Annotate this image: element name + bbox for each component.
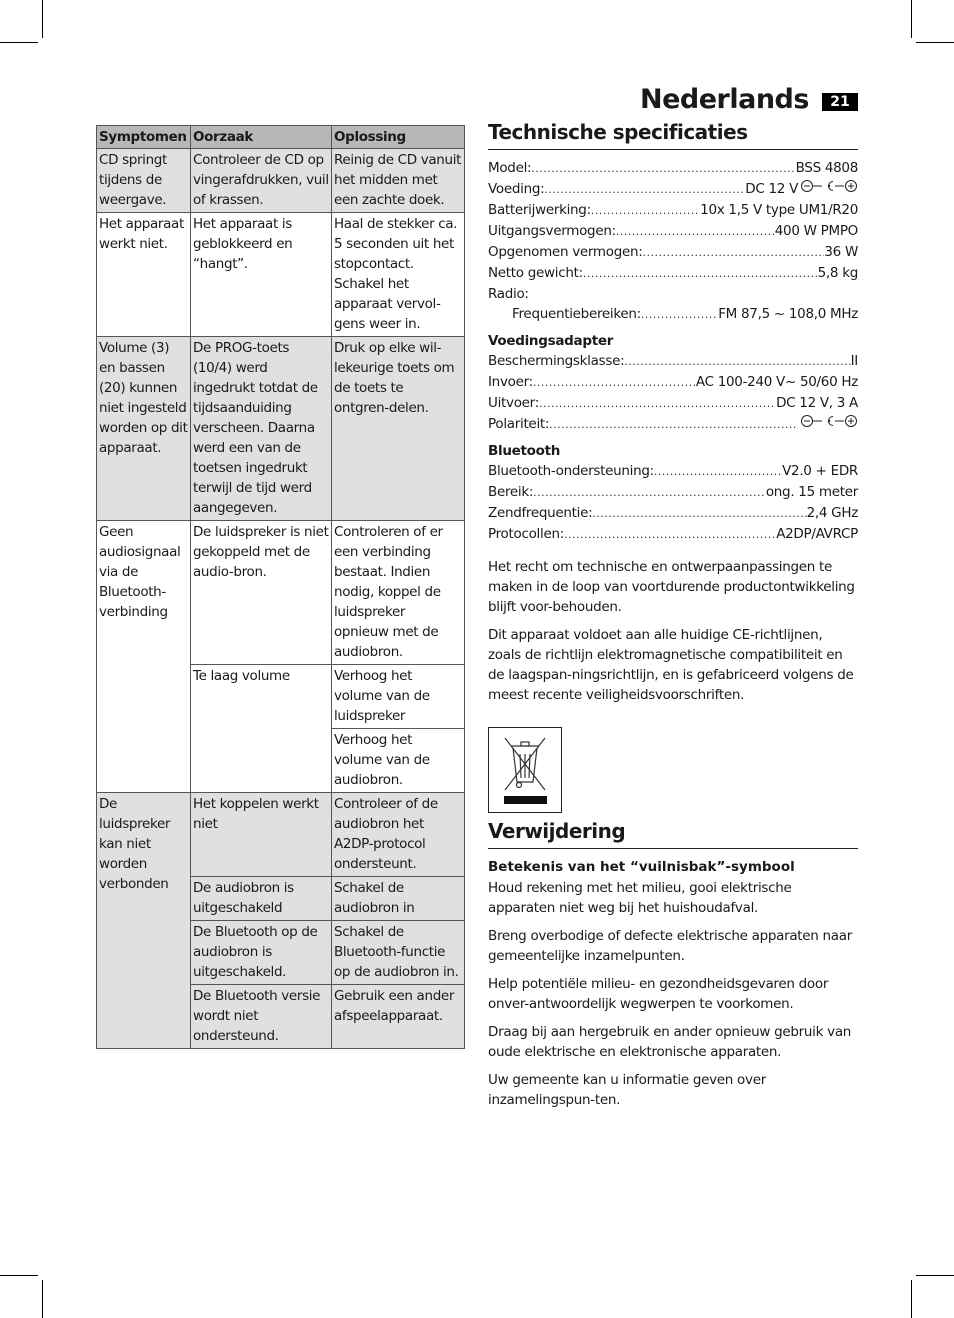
table-row	[97, 793, 465, 877]
spec-value: A2DP/AVRCP	[776, 526, 858, 542]
cause-cell: De Bluetooth op de audiobron is uitgeschakeld.	[191, 921, 332, 985]
crop-mark	[42, 0, 43, 38]
spec-row-output	[488, 393, 858, 414]
spec-row-input	[488, 372, 858, 393]
spec-value: 10x 1,5 V type UM1/R20	[700, 202, 858, 218]
solution-cell: Gebruik een ander afspeelapparaat.	[332, 985, 465, 1049]
disposal-paragraph: Help potentiële milieu- en gezondheidsgevaren door onver-antwoordelijk wegwerpen te voorkomen.	[488, 976, 829, 1012]
disposal-paragraph: Uw gemeente kan u informatie geven over inzamelingspun-ten.	[488, 1072, 766, 1108]
spec-value: V2.0 + EDR	[782, 463, 858, 479]
spec-value: DC 12 V, 3 A	[776, 395, 858, 411]
troubleshooting-table	[96, 125, 465, 1049]
crop-mark	[916, 42, 954, 43]
spec-row-frequency	[488, 304, 858, 325]
bluetooth-heading: Bluetooth	[488, 443, 561, 459]
cause-cell: Het apparaat is geblokkeerd en “hangt”.	[191, 213, 332, 337]
spec-label: Uitgangsvermogen:	[488, 223, 616, 239]
spec-label: Voeding:	[488, 181, 545, 197]
solution-cell: Reinig de CD vanuit het midden met een zachte doek.	[332, 149, 465, 213]
spec-row-model	[488, 158, 858, 179]
polarity-icon	[800, 414, 858, 428]
symptom-cell: CD springt tijdens de weergave.	[97, 149, 191, 213]
spec-label: Beschermingsklasse:	[488, 353, 625, 369]
spec-row-frequency-bt	[488, 503, 858, 524]
spec-label: Netto gewicht:	[488, 265, 583, 281]
cause-cell: Het koppelen werkt niet	[191, 793, 332, 877]
spec-value: 2,4 GHz	[806, 505, 858, 521]
disposal-paragraph: Draag bij aan hergebruik en ander opnieuw gebruik van oude elektrische en elektronische apparaten.	[488, 1024, 852, 1060]
column-header-solution: Oplossing	[332, 126, 465, 149]
spec-label: Batterijwerking:	[488, 202, 591, 218]
symptom-cell: Volume (3) en bassen (20) kunnen niet ingesteld worden op dit apparaat.	[97, 337, 191, 521]
disposal-title: Verwijdering	[488, 819, 858, 849]
cause-cell: De luidspreker is niet gekoppeld met de audio-bron.	[191, 521, 332, 665]
crop-mark	[916, 1275, 954, 1276]
weee-symbol	[488, 727, 562, 813]
spec-label: Frequentiebereiken:	[512, 306, 641, 322]
table-header-row	[97, 126, 465, 149]
page-number: 21	[822, 93, 858, 111]
spec-row-battery	[488, 200, 858, 221]
solution-cell: Controleren of er een verbinding bestaat. Indien nodig, koppel de luidspreker opnieuw met de audiobron.	[332, 521, 465, 665]
table-row	[97, 213, 465, 337]
crop-mark	[42, 1280, 43, 1318]
cause-cell: Te laag volume	[191, 665, 332, 793]
crossed-bin-icon	[489, 728, 561, 812]
column-header-cause: Oorzaak	[191, 126, 332, 149]
radio-label: Radio:	[488, 286, 529, 302]
spec-value: 400 W PMPO	[774, 223, 858, 239]
spec-value: DC 12 V	[745, 181, 798, 197]
specs-note-ce: Dit apparaat voldoet aan alle huidige CE-richtlijnen, zoals de richtlijn elektromagnetische compatibiliteit en de laagspan-ningsrichtlijn, en is gefabriceerd volgens de meest recente veiligheidsvoorschriften.	[488, 627, 854, 703]
polarity-icon	[800, 179, 858, 193]
spec-value: FM 87,5 ~ 108,0 MHz	[718, 306, 858, 322]
crop-mark	[0, 42, 38, 43]
spec-row-power-consumption	[488, 242, 858, 263]
spec-row-range	[488, 482, 858, 503]
spec-value: 36 W	[824, 244, 858, 260]
symptom-cell: Geen audiosignaal via de Bluetooth-verbinding	[97, 521, 191, 793]
table-row	[97, 149, 465, 213]
solution-cell: Schakel de Bluetooth-functie op de audiobron in.	[332, 921, 465, 985]
spec-label: Model:	[488, 160, 532, 176]
crop-mark	[0, 1275, 38, 1276]
spec-row-bt-support	[488, 461, 858, 482]
spec-row-power	[488, 179, 858, 200]
spec-label: Polariteit:	[488, 416, 550, 432]
symptom-cell: Het apparaat werkt niet.	[97, 213, 191, 337]
cause-cell: De Bluetooth versie wordt niet ondersteund.	[191, 985, 332, 1049]
spec-value: BSS 4808	[795, 160, 858, 176]
specs-note-design-changes: Het recht om technische en ontwerpaanpassingen te maken in de loop van voortdurende productontwikkeling blijft voor-behouden.	[488, 559, 855, 615]
disposal-paragraph: Breng overbodige of defecte elektrische apparaten naar gemeentelijke inzamelpunten.	[488, 928, 852, 964]
spec-label: Zendfrequentie:	[488, 505, 593, 521]
cause-cell: Controleer de CD op vingerafdrukken, vuil of krassen.	[191, 149, 332, 213]
table-row	[97, 337, 465, 521]
solution-cell: Schakel de audiobron in	[332, 877, 465, 921]
solution-cell: Haal de stekker ca. 5 seconden uit het stopcontact. Schakel het apparaat vervol-gens weer in.	[332, 213, 465, 337]
spec-label: Bereik:	[488, 484, 534, 500]
spec-row-weight	[488, 263, 858, 284]
table-row	[97, 521, 465, 665]
adapter-heading: Voedingsadapter	[488, 333, 614, 349]
specs-list	[488, 158, 858, 545]
solution-cell: Druk op elke wil-lekeurige toets om de toets te ontgren-delen.	[332, 337, 465, 521]
spec-value: AC 100-240 V~ 50/60 Hz	[695, 374, 858, 390]
spec-label: Invoer:	[488, 374, 533, 390]
spec-label: Opgenomen vermogen:	[488, 244, 643, 260]
disposal-paragraph: Houd rekening met het milieu, gooi elektrische apparaten niet weg bij het huishoudafval.	[488, 880, 792, 916]
specs-title: Technische specificaties	[488, 120, 858, 150]
solution-cell: Verhoog het volume van de audiobron.	[332, 729, 465, 793]
cause-cell: De PROG-toets (10/4) werd ingedrukt totdat de tijdsaanduiding verscheen. Daarna werd een van de toetsen ingedrukt terwijl de tijd werd aangegeven.	[191, 337, 332, 521]
solution-cell: Verhoog het volume van de luidspreker	[332, 665, 465, 729]
right-column	[488, 120, 858, 1110]
spec-label: Bluetooth-ondersteuning:	[488, 463, 654, 479]
cause-cell: De audiobron is uitgeschakeld	[191, 877, 332, 921]
spec-label: Protocollen:	[488, 526, 564, 542]
crop-mark	[911, 1280, 912, 1318]
disposal-subtitle: Betekenis van het “vuilnisbak”-symbool	[488, 859, 795, 875]
crop-mark	[911, 0, 912, 38]
spec-row-protocols	[488, 524, 858, 545]
spec-row-polarity	[488, 414, 858, 435]
column-header-symptoms: Symptomen	[97, 126, 191, 149]
spec-value: 5,8 kg	[817, 265, 858, 281]
page-language-title: Nederlands	[640, 84, 809, 115]
spec-label: Uitvoer:	[488, 395, 539, 411]
symptom-cell: De luidspreker kan niet worden verbonden	[97, 793, 191, 1049]
spec-value: ong. 15 meter	[765, 484, 858, 500]
solution-cell: Controleer of de audiobron het A2DP-protocol ondersteunt.	[332, 793, 465, 877]
spec-value: II	[850, 353, 858, 369]
spec-row-protection-class	[488, 351, 858, 372]
spec-row-output-power	[488, 221, 858, 242]
